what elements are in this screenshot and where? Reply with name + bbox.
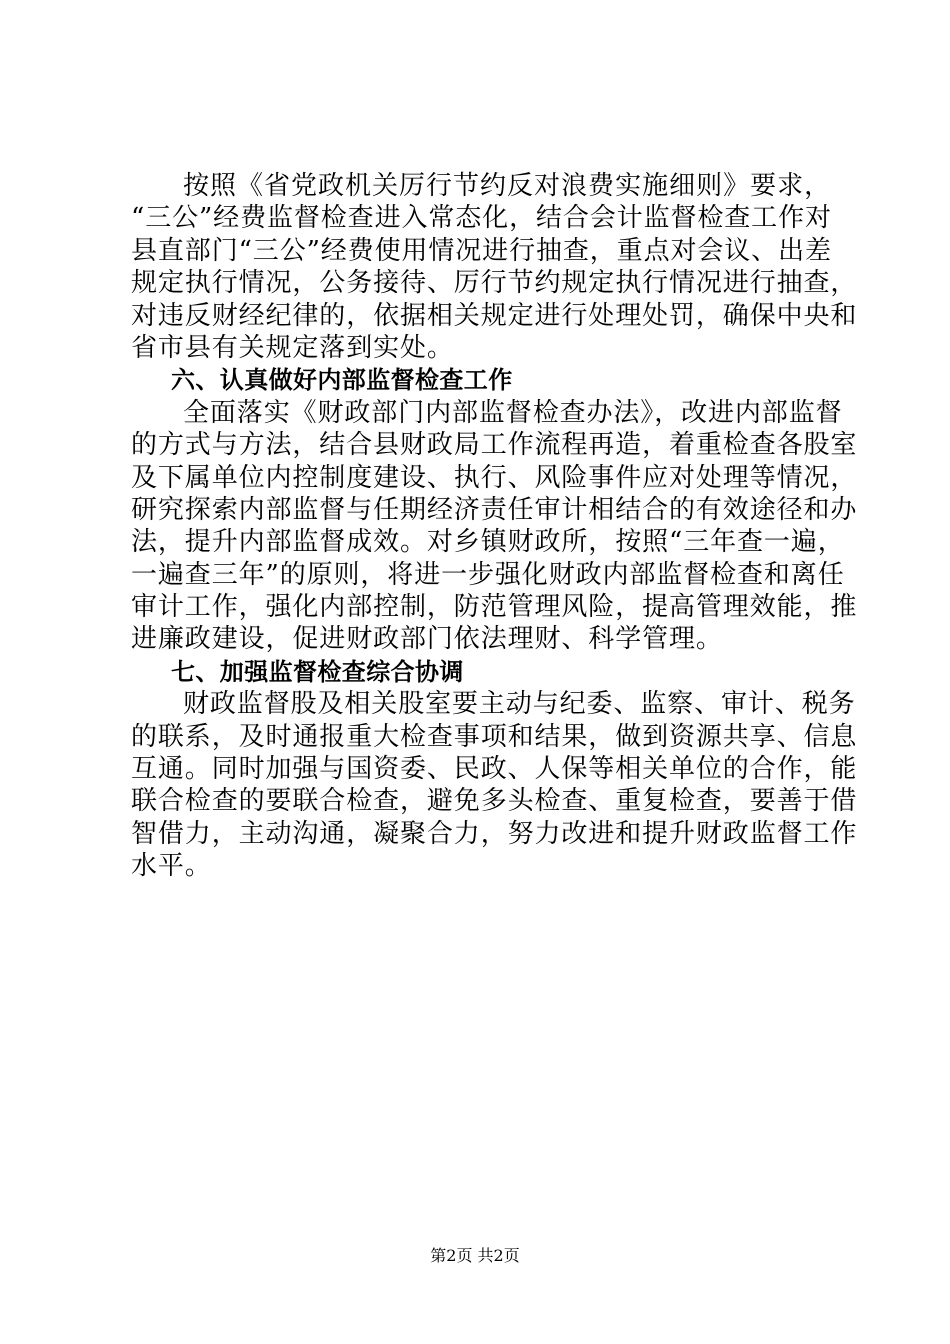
text-line: 的联系，及时通报重大检查事项和结果，做到资源共享、信息 — [131, 721, 858, 752]
paragraph-internal-supervision — [131, 397, 858, 656]
text-line: “三公”经费监督检查进入常态化，结合会计监督检查工作对 — [131, 203, 832, 234]
text-line: 财政监督股及相关股室要主动与纪委、监察、审计、税务 — [183, 689, 856, 720]
text-line: 按照《省党政机关厉行节约反对浪费实施细则》要求， — [183, 171, 831, 201]
text-line: 智借力，主动沟通，凝聚合力，努力改进和提升财政监督工作 — [131, 818, 858, 849]
text-line: 联合检查的要联合检查，避免多头检查、重复检查，要善于借 — [131, 786, 858, 817]
text-line: 全面落实《财政部门内部监督检查办法》，改进内部监督 — [183, 397, 843, 428]
page-number-footer: 第2页 共2页 — [430, 1246, 520, 1265]
text-line: 及下属单位内控制度建设、执行、风险事件应对处理等情况， — [131, 462, 858, 493]
text-line: 一遍查三年”的原则，将进一步强化财政内部监督检查和离任 — [131, 559, 845, 590]
section-heading-7: 七、加强监督检查综合协调 — [171, 657, 464, 686]
text-line: 省市县有关规定落到实处。 — [131, 332, 454, 363]
text-line: 互通。同时加强与国资委、民政、人保等相关单位的合作，能 — [131, 754, 858, 785]
section-heading-6: 六、认真做好内部监督检查工作 — [171, 366, 513, 395]
paragraph-coordination — [131, 688, 858, 882]
text-line: 进廉政建设，促进财政部门依法理财、科学管理。 — [131, 624, 723, 655]
text-line: 县直部门“三公”经费使用情况进行抽查，重点对会议、出差 — [131, 235, 832, 266]
document-body — [131, 170, 858, 883]
text-line: 规定执行情况，公务接待、厉行节约规定执行情况进行抽查， — [131, 268, 858, 299]
text-line: 水平。 — [131, 851, 212, 882]
text-line: 法，提升内部监督成效。对乡镇财政所，按照“三年查一遍， — [131, 527, 845, 558]
text-line: 的方式与方法，结合县财政局工作流程再造，着重检查各股室 — [131, 430, 858, 461]
text-line: 审计工作，强化内部控制，防范管理风险，提高管理效能，推 — [131, 592, 858, 623]
text-line: 研究探索内部监督与任期经济责任审计相结合的有效途径和办 — [131, 494, 858, 525]
text-line: 对违反财经纪律的，依据相关规定进行处理处罚，确保中央和 — [131, 300, 858, 331]
paragraph-inspection-three-public-funds — [131, 170, 858, 364]
